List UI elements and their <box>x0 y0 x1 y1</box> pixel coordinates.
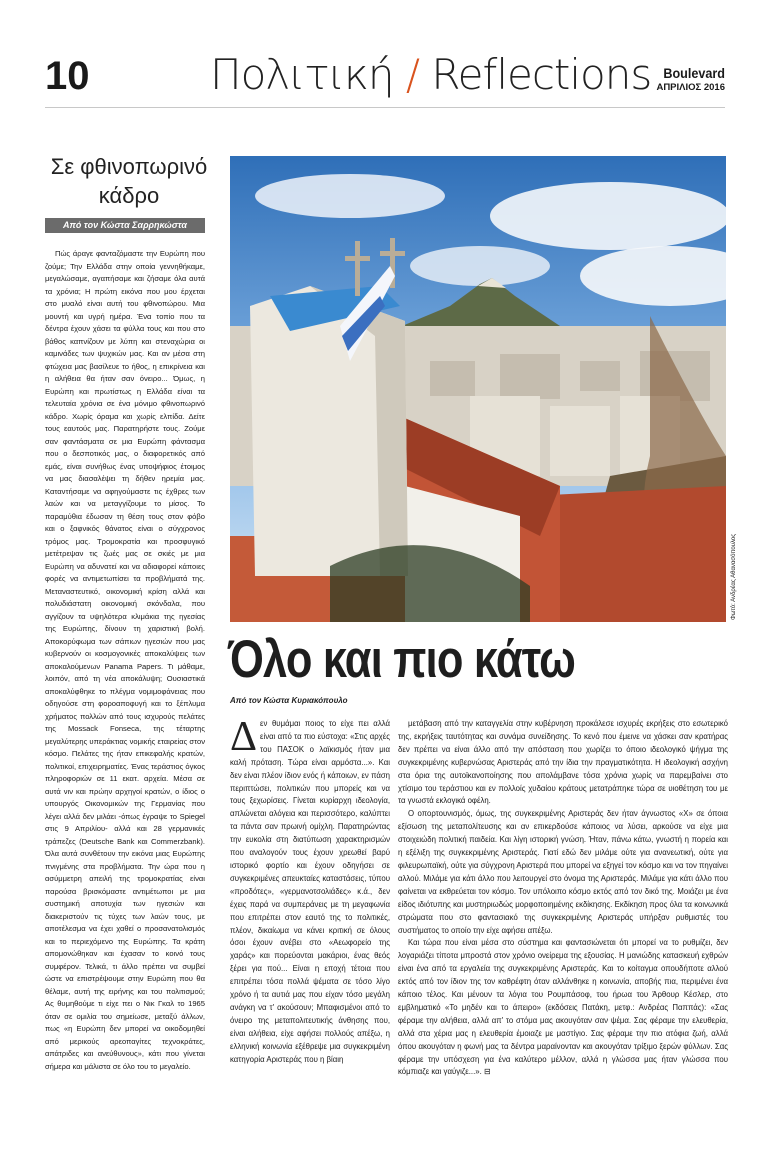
main-article-column-1 <box>230 714 390 1066</box>
end-mark-icon: ⊟ <box>483 1067 491 1077</box>
section-title-english: Reflections <box>431 50 652 99</box>
paragraph: Ο οπορτουνισμός, όμως, της συγκεκριμένης Αριστεράς δεν ήταν άγνωστος «Χ» σε όποια εξίσωση της μεταπολίτευσης και αν επικερδούσε κάποιος να λύσει, αρκούσε να είχε μια στοιχειώδη πολιτική παιδεία. Και λίγη ιστορική γνώση. Ήταν, πάνω κάτω, γνωστή η πορεία και η εξέλιξη της συγκεκριμένης Αριστεράς. Γιατί εδώ δεν μιλάμε ούτε για ανανεωτική, ούτε για φιλευρωπαϊκή, ούτε για σύγχρονη Αριστερά που μπορεί να εξηγεί τον κόσμο και να τον πηγαίνει αλλού. Μιλάμε για κάτι άλλο που λειτουργεί στο όνομα της Αριστεράς. Μιλάμε για κάτι άλλο που φαίνεται να εκθρεύεται τον κόσμο. Τον υπόλοιπο κόσμο εκτός από τον δικό της. Μοιάζει με ένα είδος ιδιότυπης και μυστηριωδώς μορφοποιημένης εκδίκησης. Εκδίκηση προς όλα τα κοινωνικά στρώματα που στο φαντασιακό της συγκεκριμένης Αριστεράς υπήρξαν ρυθμιστές του συστήματος το οποίο την είχε αφήσει απέξω. <box>398 809 728 935</box>
paragraph-text: Και τώρα που είναι μέσα στο σύστημα και φαντασιώνεται ότι μπορεί να το ρυθμίζει, δεν λογαριάζει τίποτα μπροστά στον χρόνιο ονείρεμα της εξουσίας. Η μανιώδης κατασκευή εχθρών είναι ένα από τα εργαλεία της συγκεκριμένης Αριστεράς. Και το κοίταγμα οπουδήποτε αλλού εκτός από τον ίδιον της τον καθρέφτη όταν αλλάνθηκε η κοινωνία, αποβής πια, περιμένει ένα κάποιο τέλος. Και μένουν τα λόγια του Ρουμπάσοφ, του ήρωα του Άρθουρ Κέσλερ, στο εμβληματικό «Το μηδέν και το άπειρο» (εκδόσεις Πατάκη, μετφ.: Ανδρέας Παππάς): «Σας φέραμε την αλήθεια, αλλά απ' το στόμα μας ακουγόταν σαν ψέμα. Σας φέραμε την ελευθερία, αλλά στα χέρια μας η ελευθερία έμοιαζε με μαστίγιο. Σας φέραμε την πιο ατόφια ζωή, αλλά όπου ακουγόταν η φωνή μας τα δέντρα μαραίνονταν και ακουγόταν τρίξιμο ξερών φύλλων. Σας φέραμε την υπόσχεση για ένα καλύτερο μέλλον, αλλά η γλώσσα μας ήταν γλώσσα που κόμπιαζε και γαύγιζε...». <box>398 938 728 1077</box>
section-separator: / <box>405 50 420 99</box>
side-article-title: Σε φθινοπωρινό κάδρο <box>50 154 208 208</box>
main-article-byline: Από τον Κώστα Κυριακόπουλο <box>230 696 348 705</box>
paragraph <box>398 937 728 1079</box>
main-article-column-2 <box>398 718 728 1079</box>
side-article-byline: Από τον Κώστα Σαρρηκώστα <box>45 218 205 233</box>
publication-logo: Boulevard <box>663 65 725 81</box>
drop-cap: Δ <box>230 714 258 760</box>
section-title <box>210 50 652 100</box>
article-photo <box>230 156 726 622</box>
athens-chapel-photo <box>230 156 726 622</box>
section-title-greek: Πολιτική <box>210 50 394 99</box>
header-divider <box>45 107 725 108</box>
page-number: 10 <box>45 54 90 98</box>
paragraph: μετάβαση από την καταγγελία στην κυβέρνηση προκάλεσε ισχυρές εκρήξεις στο εσωτερικό της, εκρήξεις ταυτότητας και συνάμα συνείδησης. Το κενό που έμεινε να χάσκει σαν κρατήρας δεν πρέπει να είναι άλλο από την απόσταση που χωρίζει το όποιο ιδεολογικό ψήγμα της συγκεκριμένης κυβερνώσας Αριστεράς από την ίδια την πραγματικότητα. Η ιδεολογική ασχήνη στα όρια της αυτοϊκανοποίησης που απολάμβανε τόσα χρόνια χωρίς να παρεμβαίνει στο χτίσιμο του τεράστιου και εν πολλοίς χυδαίου κράτους μετατράπηκε τώρα σε υιοθέτηση του με τα γνωστά εκλογικά οφέλη. <box>398 719 728 806</box>
main-article-text-1: εν θυμάμαι ποιος το είχε πει αλλά είναι από τα πιο εύστοχα: «Στις αρχές του ΠΑΣΟΚ ο λαϊκισμός ήταν μια καλή πρόταση. Τώρα είναι αρμόστα...». Και δεν είναι πλέον ίδιον ενός ή κάποιων, εν πάση περιπτώσει, πολιτικών που μπορείς και να τους ξεχωρίσεις. Γίνεται κυρίαρχη ιδεολογία, απλώνεται αλόγεια και περισσότερο, καλύπτει τα πάντα σαν πρωινή ομίχλη. Παρατηρώντας την ευκολία στη διατύπωση χαρακτηρισμών που αναλογούν τους έχουν χρεωθεί βαρύ ιστορικό φορτίο και έχουν οδηγήσει σε συγκεκριμένες απευκταίες καταστάσεις, τύπου «προδότες», «γερμανοτσολιάδες» κ.ά., δεν έχεις παρά να συμπεράνεις με τη μεγαφωνία που επιτρέπει στον εαυτό της το πολιτικές, πλέον, δικαίωμα να κάνει κριτική σε όλους όσοι έχουν ανέβει στο «Αεωφορείο της χαράς» και πορεύονται μακάριοι, ένας θεός ξέρει για πού... Είναι η εποχή τέτοια που επιτρέπει τόσα πολλά ψέματα σε τόσο λίγο χρόνο ή τα αυτιά μας που είχαν τόσο μεγάλη ανάγκη να τ' ακούσουν; Μπαφισμένοι από το όνειρο της μεταπολιτευτικής άνθησης που, είναι αλήθεια, είχε αφήσει πολλούς απέξω, η ελληνική κοινωνία εξέθρεψε μια συγκεκριμένη κατηγορία Αριστεράς που η βίαιη <box>230 719 390 1064</box>
side-article-body: Πώς άραγε φανταζόμαστε την Ευρώπη που ζούμε; Την Ελλάδα στην οποία γεννηθήκαμε, μεγαλώσαμε, αγαπήσαμε και ζήσαμε όλα αυτά τα χρόνια; Η πρώτη εικόνα που μου έρχεται στο μυαλό είναι αυτή του φθινοπώρου. Μια μουντή και υγρή ημέρα. Ένα τοπίο που τα δέντρα έχουν χάσει τα φύλλα τους και που στο βάθος καπνίζουν με λύπη και στεναχώρια οι καμινάδες των ψυχικών μας. Και αν μέσα στη φτώχεια μας βασίλευε το ήθος, η επικρίνεια και η αλήθεια θα ήταν σαν όνειρο... Όμως, η Ευρώπη και πρωτίστως η Ελλάδα είναι τα τελευταία χρόνια σε ένα μόνιμο φθινοπωρινό κάδρο. Χωρίς όραμα και χωρίς ελπίδα. Δείτε τους εαυτούς μας. Παρατηρήστε τους. Ζούμε σαν φαντάσματα σε μια Ευρώπη φάντασμα που ο δεσποτικός μας, ο διαφορετικός από εμάς, είναι συνήθως ένας υποψήφιος έτοιμος να μας διασαλέψει τη δήθεν ηρεμία μας. Καταντήσαμε να αφηγούμαστε τις έχθρες των λαών και να μεταγγίζουμε το μίσος. Το παραμύθια έδωσαν τη θέση τους στον φόβο και ο ξαφνικός θάνατος είναι ο σύγχρονος τρόμος μας. Τρομοκρατία και προσφυγικό μετέτρεψαν τις ζωές μας σε σκιές με μια Ευρώπη να αδυνατεί και να αδιαφορεί κάποιες φορές να αντιμετωπίσει τα προβλήματά της. Μεταναστευτικό, οικονομική κρίση αλλά και πολυδιάστατη οικονομική σκόνδαλα, που αγγίζουν τα υψηλότερα κλιμάκια της ηγεσίας της Ευρώπης, δίνουν τη χαριστική βολή. Αποκορύφωμα των σάπιων ηγεσιών που μας κυβερνούν οι κοσμογονικές αποκαλύψεις των αποκαλούμενων Panama Papers. Τι μάθαμε, λοιπόν, από τη νέα αποκάλυψη; Ουσιαστικά αποκαλύφθηκε το πλέγμα νομιμοφάνειας που οδηγούσε στη φοροαποφυγή και το ξέπλυμα χρήματος πολλών από τους ισχυρούς πελάτες της Mossack Fonseca, της τέταρτης μεγαλύτερης υπεράκτιας νομικής εταιρείας στον κόσμο. Πελάτες της ήταν επικεφαλής κρατών, πολιτικοί, επιχειρηματίες. Ένας τεράστιος όγκος πληροφοριών σε 11 εκατ. αρχεία. Μέσα σε αυτά νιν και πρώην αρχηγοί κρατών, ο ίδιος ο υπουργός Οικονομικών της Γερμανίας που λέγει αλλά δεν μιλάει -όπως έγραψε το Spiegel στις 9 Απριλίου- αλλά και 28 γερμανικές τράπεζες (Deutsche Bank και Commerzbank). Όλα αυτά συνθέτουν την εικόνα μιας Ευρώπης πνιγμένης στα προβλήματα. Την ώρα που η ασύμμετρη απειλή της τρομοκρατίας είναι παρούσα βρισκόμαστε αντιμέτωποι με μια συστημική αποτυχία των ηγεσιών και διακεριστούν τις τύχες των λαών τους, με αποτέλεσμα να έχει χαθεί ο προσανατολισμός και το περιεχόμενο της Ευρώπης. Τα κράτη απομονώθηκαν και έχασαν το κοινό τους συμφέρον. Τελικά, τι άλλο πρέπει να συμβεί ώστε να επιστρέψουμε στην Ευρώπη που θα θέλαμε, αυτή της ειρήνης και του πολιτισμού; Ας θυμηθούμε τι είχε πει ο Νικ Γκαλ το 1965 όταν σε ομιλία του σημείωσε, μεταξύ άλλων, πως «η Ευρώπη δεν μπορεί να οικοδομηθεί από μερικούς αρεοπαγίτες τεχνοκράτες, απάτριδες και ανεύθυνους», κάτι που γίνεται σήμερα και μάλιστα σε όλο του το μεγαλείο. <box>45 249 205 1071</box>
photo-credit: Φωτό: Ανδρέας Αθανασόπουλος <box>731 533 737 620</box>
main-headline: Όλο και πιο κάτω <box>228 630 576 689</box>
issue-date: ΑΠΡΙΛΙΟΣ 2016 <box>656 82 725 93</box>
